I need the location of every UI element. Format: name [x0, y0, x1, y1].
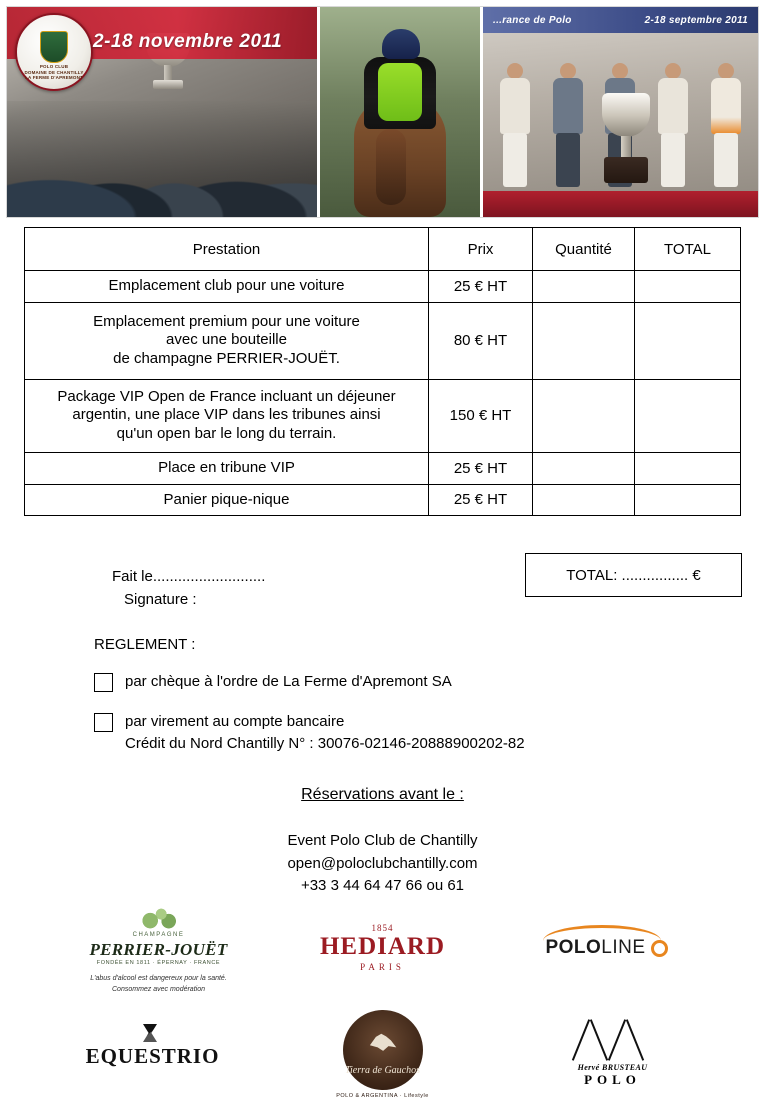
perrier-jouet-name: PERRIER-JOUËT — [89, 940, 228, 959]
cell-prestation — [25, 302, 429, 379]
cell-quantite-input[interactable] — [533, 302, 635, 379]
logo-line-3: LA FERME D'APREMONT — [25, 75, 83, 81]
cell-prix: 150 € HT — [429, 379, 533, 452]
cell-total-input[interactable] — [635, 271, 741, 303]
prestation-line: de champagne PERRIER-JOUËT. — [113, 350, 340, 368]
prestation-line: Place en tribune VIP — [158, 458, 295, 476]
cell-quantite-input[interactable] — [533, 452, 635, 484]
checkbox-virement[interactable] — [94, 713, 113, 732]
checkbox-cheque[interactable] — [94, 673, 113, 692]
perrier-jouet-logo — [84, 905, 234, 995]
horse-icon — [368, 1032, 398, 1054]
contact-phone: +33 3 44 64 47 66 ou 61 — [300, 877, 465, 894]
cell-prix: 25 € HT — [429, 271, 533, 303]
prestation-line: argentin, une place VIP dans les tribunes ainsi — [72, 406, 381, 424]
hediard-city: PARIS — [360, 962, 405, 972]
banner-date-text: 2-18 novembre 2011 — [93, 31, 283, 52]
pololine-thin-text: LINE — [601, 937, 646, 958]
hediard-name: HEDIARD — [319, 933, 446, 960]
equestrio-name: EQUESTRIO — [85, 1044, 220, 1068]
payment-section — [94, 636, 525, 754]
payment-option-virement[interactable] — [94, 711, 525, 755]
cell-prix: 25 € HT — [429, 452, 533, 484]
event-banner-left-text: ...rance de Polo — [493, 14, 572, 26]
cell-total-input[interactable] — [635, 452, 741, 484]
cell-prix: 25 € HT — [429, 484, 533, 516]
hediard-logo — [308, 905, 458, 972]
cell-prix: 80 € HT — [429, 302, 533, 379]
prestation-line: Emplacement premium pour une voiture — [93, 312, 360, 330]
prestation-line: Panier pique-nique — [163, 490, 290, 508]
table-row — [25, 484, 741, 516]
event-banner-strip — [483, 7, 758, 33]
prestation-line: Emplacement club pour une voiture — [108, 277, 345, 294]
podium-award-ceremony-photo — [483, 7, 758, 217]
signature-line[interactable]: Signature : — [124, 591, 197, 609]
cell-quantite-input[interactable] — [533, 484, 635, 516]
contact-org: Event Polo Club de Chantilly — [287, 832, 478, 849]
cell-total-input[interactable] — [635, 302, 741, 379]
tierra-de-gauchos-name: Tierra de Gauchos — [345, 1065, 420, 1076]
sponsor-logos-row-2 — [0, 1010, 765, 1099]
total-amount-box[interactable] — [525, 553, 742, 597]
prestation-line: avec une bouteille — [166, 331, 287, 349]
herve-bruseau-polo-text: POLO — [584, 1072, 641, 1087]
horse-head-graphic — [376, 129, 406, 205]
table-header-row — [25, 228, 741, 271]
payment-option-cheque[interactable] — [94, 671, 525, 693]
payment-option-virement-label: par virement au compte bancaire — [125, 712, 345, 730]
rider-jersey-graphic — [378, 63, 422, 121]
cell-prestation — [25, 452, 429, 484]
pololine-bold-text: POLO — [545, 937, 602, 958]
column-header-prix: Prix — [429, 228, 533, 271]
tierra-de-gauchos-subtitle: POLO & ARGENTINA · Lifestyle — [336, 1093, 429, 1099]
celebrating-people-silhouettes — [7, 101, 317, 217]
total-amount-label: TOTAL: ................ € — [566, 566, 701, 584]
fait-le-line[interactable]: Fait le........................... — [112, 568, 266, 585]
polo-club-logo-icon — [15, 13, 93, 91]
prestation-line: Package VIP Open de France incluant un déjeuner — [57, 387, 396, 405]
logo-line-1: POLO CLUB — [39, 64, 69, 70]
polo-club-celebration-photo — [7, 7, 317, 217]
logo-line-2: DOMAINE DE CHANTILLY — [24, 69, 84, 75]
polo-player-on-horse-photo — [320, 7, 480, 217]
pololine-swoosh-icon — [543, 925, 661, 944]
contact-email[interactable]: open@poloclubchantilly.com — [287, 854, 478, 872]
pololine-logo — [532, 905, 682, 959]
herve-bruseau-name: Hervé BRUSTEAU — [577, 1063, 648, 1072]
cell-prestation — [25, 379, 429, 452]
podium-trophy-graphic — [594, 93, 658, 189]
services-order-table — [24, 227, 741, 516]
table-row — [25, 452, 741, 484]
signature-block — [112, 565, 265, 612]
payment-option-cheque-label: par chèque à l'ordre de La Ferme d'Apremont SA — [125, 673, 452, 690]
table-row — [25, 302, 741, 379]
cell-prestation — [25, 484, 429, 516]
anemone-flower-icon — [137, 905, 181, 931]
cell-quantite-input[interactable] — [533, 379, 635, 452]
mallets-icon — [576, 1018, 650, 1062]
rider-helmet-graphic — [382, 29, 420, 59]
column-header-quantite: Quantité — [533, 228, 635, 271]
photo-banner — [6, 6, 759, 218]
hediard-year: 1854 — [371, 923, 394, 933]
table-row — [25, 271, 741, 303]
herve-bruseau-polo-logo — [538, 1010, 688, 1088]
column-header-total: TOTAL — [635, 228, 741, 271]
equestrio-logo — [78, 1010, 228, 1069]
equestrio-mark-icon — [143, 1024, 157, 1042]
perrier-jouet-top-text: CHAMPAGNE — [132, 932, 185, 938]
tierra-de-gauchos-logo — [308, 1010, 458, 1099]
column-header-prestation: Prestation — [25, 228, 429, 271]
event-banner-right-text: 2-18 septembre 2011 — [644, 14, 748, 26]
table-row — [25, 379, 741, 452]
contact-block — [0, 830, 765, 898]
cell-quantite-input[interactable] — [533, 271, 635, 303]
cell-total-input[interactable] — [635, 484, 741, 516]
sponsor-logos-row-1 — [0, 905, 765, 995]
perrier-jouet-subtitle: FONDÉE EN 1811 · ÉPERNAY · FRANCE — [96, 960, 221, 966]
red-carpet-strip — [483, 191, 758, 217]
alcohol-warning-line-1: L'abus d'alcool est dangereux pour la santé. — [90, 975, 227, 982]
bank-account-line: Crédit du Nord Chantilly N° : 30076-02146-20888900202-82 — [125, 734, 525, 752]
alcohol-warning-line-2: Consommez avec modération — [112, 985, 205, 993]
cell-prestation — [25, 271, 429, 303]
reglement-title: REGLEMENT : — [94, 636, 196, 653]
reservations-title: Réservations avant le : — [301, 786, 464, 803]
cell-total-input[interactable] — [635, 379, 741, 452]
prestation-line: qu'un open bar le long du terrain. — [116, 425, 337, 443]
